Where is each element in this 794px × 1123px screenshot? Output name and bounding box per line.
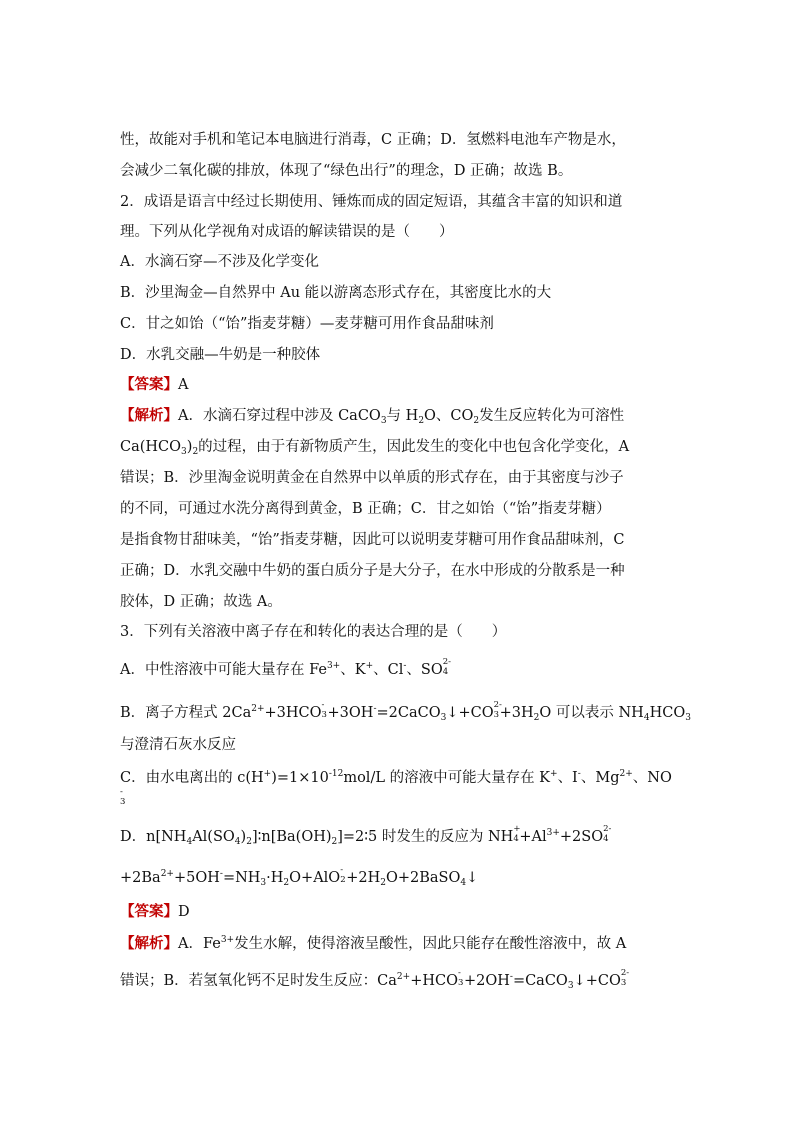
text: 、NO <box>632 770 672 786</box>
q3-option-c-line-2 <box>120 787 126 810</box>
ion-charge-up: + <box>513 824 521 834</box>
ion-subscript: 4 <box>442 667 449 677</box>
subscript: 2 <box>380 878 386 888</box>
text: 的过程，由于有新物质产生，因此发生的变化中也包含化学变化，A <box>198 439 630 455</box>
text: +HCO <box>410 973 458 989</box>
subscript: 2 <box>473 416 480 426</box>
text: =CaCO <box>512 973 568 989</box>
superscript: -12 <box>328 769 344 779</box>
q3-analysis-line-2 <box>120 968 630 991</box>
superscript: 2+ <box>619 769 633 779</box>
text: A．水滴石穿过程中涉及 CaCO <box>178 408 381 424</box>
subscript: 4 <box>234 837 241 847</box>
ion-charge-up: 2- <box>620 968 630 978</box>
subscript: 3 <box>260 878 267 888</box>
q2-analysis-line-1 <box>120 406 624 426</box>
q2-analysis-line-2 <box>120 437 629 457</box>
superscript: 2+ <box>396 972 411 982</box>
ion-charge-up: 2- <box>603 824 612 834</box>
subscript: 3 <box>380 416 387 426</box>
subscript: 3 <box>567 981 574 991</box>
q3-option-b-line-1 <box>120 700 691 723</box>
answer-tag: 【答案】 <box>120 376 178 393</box>
text: ·H <box>266 870 284 886</box>
q2-option-c: C．甘之如饴（“饴”指麦芽糖）—麦芽糖可用作食品甜味剂 <box>120 316 494 332</box>
ion-subscript: 3 <box>321 710 327 720</box>
q2-stem-line-1: 2．成语是语言中经过长期使用、锤炼而成的固定短语，其蕴含丰富的知识和道 <box>120 194 623 210</box>
prev-answer-line-1: 性，故能对手机和笔记本电脑进行消毒，C 正确；D．氢燃料电池车产物是水， <box>120 132 626 148</box>
superscript: - <box>403 661 407 671</box>
q2-analysis-line-3: 错误；B．沙里淘金说明黄金在自然界中以单质的形式存在，由于其密度与沙子 <box>120 470 624 486</box>
subscript: 4 <box>460 878 467 888</box>
q3-option-d-line-1 <box>120 824 612 847</box>
text: +2Ba <box>120 870 161 886</box>
text: O+2BaSO <box>385 870 461 886</box>
superscript: 2+ <box>251 704 265 714</box>
q3-option-a <box>120 657 451 680</box>
ion-subscript: 3 <box>620 978 627 988</box>
superscript: + <box>263 769 272 779</box>
ion-charge-up: - <box>120 787 123 797</box>
text: mol/L 的溶液中可能大量存在 K <box>343 770 551 786</box>
text: 错误；B．若氢氧化钙不足时发生反应：Ca <box>120 973 397 989</box>
superscript: + <box>365 661 374 671</box>
analysis-tag: 【解析】 <box>120 935 178 952</box>
text: +2SO <box>559 829 604 845</box>
text: O、CO <box>424 408 474 424</box>
ion-charge-up: - <box>321 700 325 710</box>
subscript: 2 <box>246 837 252 847</box>
subscript: 2 <box>192 447 199 457</box>
analysis-tag: 【解析】 <box>120 407 178 424</box>
text: 、I <box>557 770 578 786</box>
ion-charge-up: 2- <box>493 700 502 710</box>
text: C．由水电离出的 c(H <box>120 770 264 786</box>
subscript: 4 <box>643 713 650 723</box>
text: +5OH <box>173 870 220 886</box>
q2-analysis-line-4: 的不同，可通过水洗分离得到黄金，B 正确；C．甘之如饴（“饴”指麦芽糖） <box>120 501 611 517</box>
ion-charge-up: - <box>457 968 461 978</box>
text: 、K <box>340 662 366 678</box>
subscript: 2 <box>331 837 338 847</box>
text: 发生水解，使得溶液呈酸性，因此只能存在酸性溶液中，故 A <box>234 936 627 952</box>
text: A．Fe <box>178 936 221 952</box>
q2-option-b: B．沙里淘金—自然界中 Au 能以游离态形式存在，其密度比水的大 <box>120 285 552 301</box>
text: ↓+CO <box>446 705 494 721</box>
text: O 可以表示 NH <box>539 705 644 721</box>
ion-subscript: 2 <box>340 875 346 885</box>
text: +3OH <box>327 705 374 721</box>
subscript: 2 <box>418 416 425 426</box>
superscript: - <box>509 972 513 982</box>
q2-answer <box>120 375 188 395</box>
prev-answer-line-2: 会减少二氧化碳的排放，体现了“绿色出行”的理念，D 正确；故选 B。 <box>120 163 573 179</box>
superscript: - <box>373 704 377 714</box>
text: 与 H <box>386 408 419 424</box>
ion-subscript: 3 <box>493 710 500 720</box>
ion-charge-up: - <box>340 865 344 875</box>
q3-option-c-line-1 <box>120 768 672 788</box>
ion-charge <box>321 700 328 720</box>
text: O+AlO <box>289 870 341 886</box>
q2-analysis-line-5: 是指食物甘甜味美，“饴”指麦芽糖，因此可以说明麦芽糖可用作食品甜味剂，C <box>120 532 625 548</box>
ion-charge-up: 2- <box>442 657 451 667</box>
q2-analysis-line-6: 正确；D．水乳交融中牛奶的蛋白质分子是大分子，在水中形成的分散系是一种 <box>120 563 625 579</box>
superscript: 3+ <box>546 828 560 838</box>
subscript: 2 <box>283 878 290 888</box>
text: 、SO <box>406 662 443 678</box>
answer-value: A <box>178 377 189 393</box>
text: ) <box>240 829 247 845</box>
subscript: 3 <box>685 713 691 723</box>
ion-charge <box>620 968 630 988</box>
text: ) <box>186 439 193 455</box>
text: 发生反应转化为可溶性 <box>479 408 625 424</box>
text: D．n[NH <box>120 829 187 845</box>
q2-stem-line-2: 理。下列从化学视角对成语的解读错误的是（ ） <box>120 224 454 240</box>
ion-subscript: 4 <box>603 834 609 844</box>
q3-option-b-line-2: 与澄清石灰水反应 <box>120 737 236 753</box>
ion-charge <box>513 824 521 844</box>
text: ]=2∶5 时发生的反应为 NH <box>337 829 514 845</box>
q2-option-d: D．水乳交融—牛奶是一种胶体 <box>120 347 321 363</box>
text: =NH <box>222 870 261 886</box>
ion-charge <box>493 700 502 720</box>
ion-charge <box>603 824 612 844</box>
q3-stem: 3．下列有关溶液中离子存在和转化的表达合理的是（ ） <box>120 624 507 640</box>
superscript: 3+ <box>326 661 341 671</box>
text: +2H <box>346 870 381 886</box>
superscript: 3+ <box>220 935 235 945</box>
text: Al(SO <box>192 829 235 845</box>
ion-charge <box>340 865 346 885</box>
text: ]∶n[Ba(OH) <box>251 829 332 845</box>
superscript: - <box>219 869 223 879</box>
text: )=1×10 <box>271 770 329 786</box>
ion-subscript: 3 <box>120 797 126 807</box>
text: A．中性溶液中可能大量存在 Fe <box>120 662 327 678</box>
text: ↓ <box>466 870 479 886</box>
q3-analysis-line-1 <box>120 934 626 954</box>
ion-charge <box>442 657 451 677</box>
ion-subscript: 4 <box>513 834 519 844</box>
subscript: 4 <box>186 837 193 847</box>
q2-analysis-line-7: 胶体，D 正确；故选 A。 <box>120 594 282 610</box>
superscript: - <box>577 769 581 779</box>
superscript: + <box>550 769 558 779</box>
text: =2CaCO <box>376 705 441 721</box>
superscript: 2+ <box>160 869 174 879</box>
text: HCO <box>649 705 686 721</box>
text: B．离子方程式 2Ca <box>120 705 252 721</box>
q3-answer <box>120 902 190 922</box>
subscript: 2 <box>533 713 540 723</box>
text: 、Mg <box>580 770 620 786</box>
ion-charge <box>457 968 464 988</box>
ion-subscript: 3 <box>457 978 464 988</box>
ion-charge <box>120 787 126 807</box>
subscript: 3 <box>181 447 187 457</box>
answer-tag: 【答案】 <box>120 903 178 920</box>
text: 、Cl <box>373 662 404 678</box>
text: ↓+CO <box>573 973 621 989</box>
text: +3H <box>499 705 534 721</box>
answer-value: D <box>178 904 190 920</box>
subscript: 3 <box>440 713 447 723</box>
text: +2OH <box>463 973 510 989</box>
text: +Al <box>519 829 547 845</box>
q2-option-a: A．水滴石穿—不涉及化学变化 <box>120 254 319 270</box>
text: Ca(HCO <box>120 439 182 455</box>
q3-option-d-line-2 <box>120 865 479 888</box>
text: +3HCO <box>264 705 322 721</box>
